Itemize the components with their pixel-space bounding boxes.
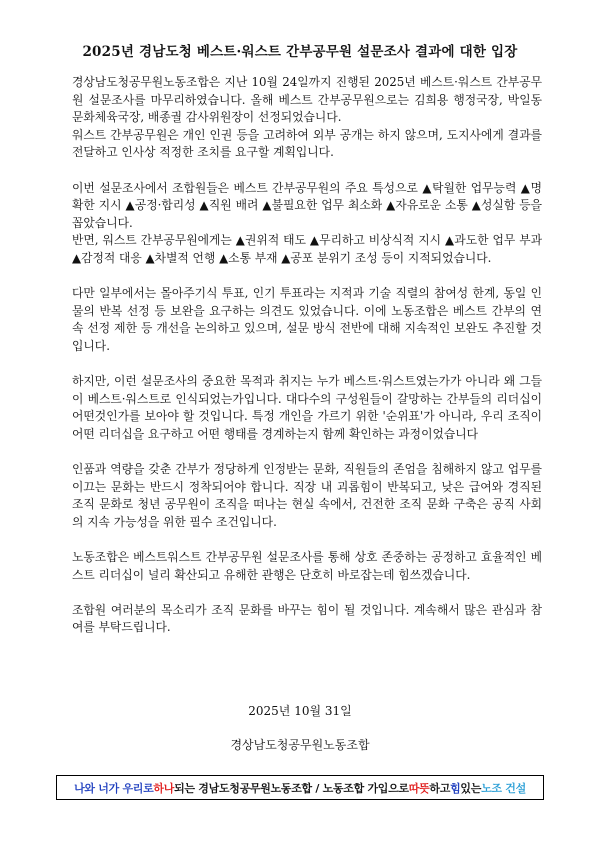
banner-segment: 노조 건설 [481,781,526,795]
paragraph-line: 노동조합은 베스트워스트 간부공무원 설문조사를 통해 상호 존중하는 공정하고 효율적인 베스트 리더십이 널리 확산되고 유해한 관행은 단호히 바로잡는데 힘쓰겠습니다. [72,550,542,582]
paragraph-culture [72,461,542,531]
paragraph-survey-result [72,74,542,162]
document-date: 2025년 10월 31일 [248,704,352,718]
paragraph-line: 하지만, 이런 설문조사의 중요한 목적과 취지는 누가 베스트·워스트였는가가 아니라 왜 그들이 베스트·워스트로 인식되었는가입니다. 대다수의 구성원들이 갈망하는 간부들의 리더십이 어떤것인가를 보아야 할 것입니다. 특정 개인을 가르기 위한 '순위표'가 아니라, 우리 조직이 어떤 리더십을 요구하고 어떤 행태를 경계하는지 함께 확인하는 과정이었습니다 [72,374,542,441]
banner-segment: 따뜻 [408,781,430,795]
paragraph-characteristics [72,180,542,268]
paragraph-commitment [72,549,542,584]
banner-segment: 하고 [429,781,451,795]
paragraph-line: 경상남도청공무원노동조합은 지난 10월 24일까지 진행된 2025년 베스트·워스트 간부공무원 설문조사를 마무리하였습니다. 올해 베스트 간부공무원으로는 김희용 행정국장, 박일동 문화체육국장, 배종궐 감사위원장이 선정되었습니다. [72,75,542,125]
slogan-banner [56,775,544,800]
banner-segment: 나와 너가 우리로 [74,781,154,795]
paragraph-line: 이번 설문조사에서 조합원들은 베스트 간부공무원의 주요 특성으로 ▲탁월한 업무능력 ▲명확한 지시 ▲공정·합리성 ▲직원 배려 ▲불필요한 업무 최소화 ▲자유로운 소통 ▲성실함 등을 꼽았습니다. [72,180,542,230]
banner-segment: 힘 [450,781,461,795]
paragraph-line: 인품과 역량을 갖춘 간부가 정당하게 인정받는 문화, 직원들의 존엄을 침해하지 않고 업무를 이끄는 문화는 반드시 정착되어야 합니다. 직장 내 괴롭힘이 반복되고, 낮은 급여와 경직된 조직 문화로 청년 공무원이 조직을 떠나는 현실 속에서, 건전한 조직 문화 구축은 공직 사회의 지속 가능성을 위한 필수 조건입니다. [72,462,542,529]
document-body [72,74,542,655]
document-title: 2025년 경남도청 베스트·워스트 간부공무원 설문조사 결과에 대한 입장 [82,44,518,60]
banner-segment: 하나 [153,781,175,795]
paragraph-line: 반면, 워스트 간부공무원에게는 ▲권위적 태도 ▲무리하고 비상식적 지시 ▲과도한 업무 부과 ▲감정적 대응 ▲차별적 언행 ▲소통 부재 ▲공포 분위기 조성 등이 지적되었습니다. [72,233,542,265]
document-organization: 경상남도청공무원노동조합 [230,738,370,752]
banner-segment: 되는 경남도청공무원노동조합 / 노동조합 가입으로 [174,781,409,795]
paragraph-line: 워스트 간부공무원은 개인 인권 등을 고려하여 외부 공개는 하지 않으며, 도지사에게 결과를 전달하고 인사상 적정한 조치를 요구할 계획입니다. [72,127,542,160]
banner-segment: 있는 [460,781,482,795]
paragraph-line: 조합원 여러분의 목소리가 조직 문화를 바꾸는 힘이 될 것입니다. 계속해서 많은 관심과 참여를 부탁드립니다. [72,602,542,635]
paragraph-closing [72,602,542,637]
paragraph-line: 다만 일부에서는 몰아주기식 투표, 인기 투표라는 지적과 기술 직렬의 참여성 한계, 동일 인물의 반복 선정 등 보완을 요구하는 의견도 있었습니다. 이에 노동조합은 베스트 간부의 연속 선정 제한 등 개선을 논의하고 있으며, 설문 방식 전반에 대해 지속적인 보완도 추진할 것입니다. [72,286,542,353]
paragraph-purpose [72,373,542,443]
paragraph-improvements [72,285,542,355]
